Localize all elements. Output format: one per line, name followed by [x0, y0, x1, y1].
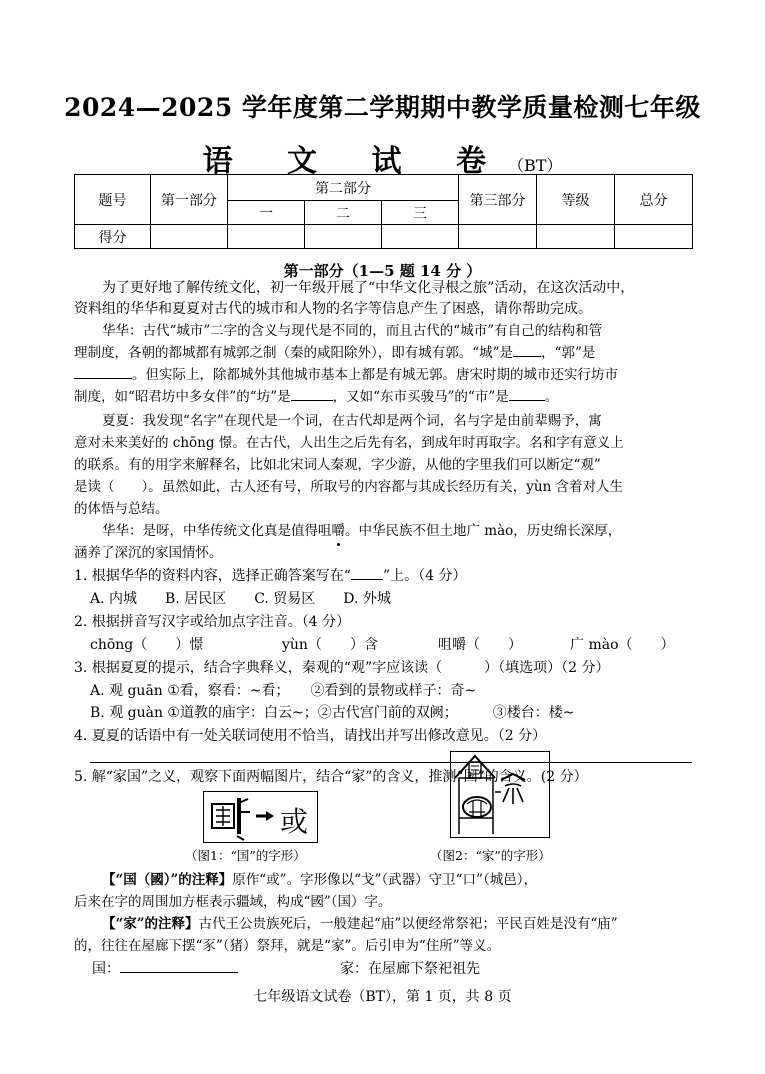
header-part3: 第三部分	[459, 175, 537, 225]
xiaxia-line5: 的体悟与总结。	[74, 501, 169, 517]
q2-item-d[interactable]: 广 mào（ ）	[570, 637, 675, 653]
q1-options: A. 内城 B. 居民区 C. 贸易区 D. 外城	[90, 591, 391, 607]
q4-text: 4. 夏夏的话语中有一处关联词使用不恰当，请找出并写出修改意见。（2 分）	[74, 728, 547, 744]
q1-prompt-b: ”上。（4 分）	[382, 568, 467, 584]
q3-option-a: A. 观 guān ①看，察看：~看； ②看到的景物或样子：奇~	[90, 683, 477, 699]
header-total: 总分	[615, 175, 693, 225]
huahua-line2-text-b: ，“郭”是	[541, 345, 596, 361]
score-label: 得分	[75, 225, 151, 249]
q3-text: 3. 根据夏夏的提示，结合字典释义，秦观的“观”字应该读（ ）（填选项）（2 分）	[74, 660, 610, 676]
score-cell-three[interactable]	[382, 225, 459, 249]
intro-line2: 资料组的华华和夏夏对古代的城市和人物的名字等信息产生了困惑，请你帮助完成。	[74, 301, 592, 317]
huahua-line2-text: 理制度，各朝的都城都有城郭之制（秦的咸阳除外），即有城有郭。“城”是	[74, 345, 514, 361]
fig2-caption: （图2：“家”的字形）	[430, 848, 551, 863]
sub-three: 三	[382, 201, 459, 225]
huahua-line4-text: 制度，如“昭君坊中多女伴”的“坊”是	[74, 389, 291, 405]
note-guo-line2: 后来在字的周围加方框表示疆域，构成“國”（国）字。	[74, 894, 392, 910]
figure-jia-glyph	[450, 751, 550, 838]
huahua2-line1	[102, 520, 621, 542]
huahua2-text-a: 华华：是呀，中华传统文化真是值得咀	[102, 523, 332, 539]
huahua-line2	[74, 342, 595, 364]
note-guo-head: 【“国（國）”的注释】	[102, 872, 233, 888]
subject-name: 语 文 试 卷	[202, 144, 508, 179]
q1-text	[74, 565, 466, 587]
huahua-line3-text: 。但实际上，除都城外其他城市基本上都是有城无郭。唐宋时期的城市还实行坊市	[132, 367, 618, 383]
note-guo-text1: 原作“或”。字形像以“戈”（武器）守卫“口”（城邑），	[232, 872, 537, 888]
huahua-line4-text-b: ，又如“东市买骏马”的“市”是	[332, 389, 509, 405]
guo-answer	[92, 958, 238, 980]
xiaxia-line3: 的联系。有的用字来解释名，比如北宋词人秦观，字少游，从他的字里我们可以断定“观”	[74, 457, 601, 473]
huahua-line4	[74, 386, 558, 408]
header-no: 题号	[75, 175, 151, 225]
header-part1: 第一部分	[151, 175, 228, 225]
header-grade: 等级	[537, 175, 615, 225]
fig1-glyph: 或	[280, 805, 309, 838]
intro-line1: 为了更好地了解传统文化，初一年级开展了“中华文化寻根之旅”活动，在这次活动中，	[102, 280, 635, 296]
header-part2: 第二部分	[228, 175, 459, 201]
q2-item-b[interactable]: yùn（ ）含	[282, 637, 378, 653]
q2-text: 2. 根据拼音写汉字或给加点字注音。（4 分）	[74, 614, 351, 630]
huahua-line4-text-c: 。	[544, 389, 559, 405]
note-jia-head: 【“家”的注释】	[102, 916, 199, 932]
xiaxia-line2: 意对未来美好的 chōng 憬。在古代，人出生之后先有名，到成年时再取字。名和字有意义上	[74, 435, 624, 451]
q4-answer-line[interactable]	[90, 762, 692, 763]
q5-text: 5. 解“家国”之义，观察下面两幅图片，结合“家”的含义，推测“国”的含义。(2 分）	[74, 769, 588, 785]
exam-code: （BT）	[507, 156, 563, 175]
sub-one: 一	[228, 201, 305, 225]
note-jia-line1	[102, 913, 618, 935]
sub-two: 二	[305, 201, 382, 225]
note-guo-line1	[102, 869, 537, 891]
xiaxia-line4: 是读（ ）。虽然如此，古人还有号，所取号的内容都与其成长经历有关，yùn 含着对人生	[74, 479, 624, 495]
q1-prompt: 1. 根据华华的资料内容，选择正确答案写在“	[74, 568, 351, 584]
note-jia-text1: 古代王公贵族死后，一般建起“庙”以便经常祭祀；平民百姓是没有“庙”	[198, 916, 618, 932]
score-cell-two[interactable]	[305, 225, 382, 249]
jia-answer: 家：在屋廊下祭祀祖先	[340, 961, 480, 977]
emphasized-char-jiao: 嚼	[331, 523, 345, 539]
blank-cheng[interactable]	[513, 356, 541, 357]
fig1-caption: （图1：“国”的字形）	[185, 848, 306, 863]
score-table	[74, 174, 693, 249]
q2-item-c[interactable]: 咀嚼（ ）	[438, 637, 522, 653]
score-cell-grade[interactable]	[537, 225, 615, 249]
blank-shi[interactable]	[509, 400, 545, 401]
blank-fang[interactable]	[291, 400, 333, 401]
huahua-line1: 华华：古代“城市”二字的含义与现代是不同的，而且古代的“城市”有自己的结构和管	[102, 323, 603, 339]
huahua2-line2: 涵养了深沉的家国情怀。	[74, 545, 223, 561]
figure-guo-glyph	[203, 791, 318, 843]
q2-item-a[interactable]: chōng（ ）憬	[90, 637, 204, 653]
q1-blank[interactable]	[351, 579, 383, 580]
guo-label: 国：	[92, 961, 120, 977]
q3-option-b: B. 观 guàn ①道教的庙宇：白云~；②古代宫门前的双阙； ③楼台：楼~	[90, 705, 575, 721]
exam-title: 2024—2025 学年度第二学期期中教学质量检测七年级	[64, 93, 701, 122]
page-footer: 七年级语文试卷（BT），第 1 页，共 8 页	[253, 989, 512, 1005]
blank-guo[interactable]	[74, 378, 132, 379]
xiaxia-line1: 夏夏：我发现“名字”在现代是一个词，在古代却是两个词，名与字是由前辈赐予，寓	[102, 413, 602, 429]
score-cell-total[interactable]	[615, 225, 693, 249]
jia-glyph-drawing-icon	[451, 752, 549, 837]
score-cell-part1[interactable]	[151, 225, 228, 249]
huahua-line3	[74, 364, 618, 386]
huahua2-text-b: 。中华民族不但土地广 mào，历史绵长深厚，	[345, 523, 622, 539]
score-cell-one[interactable]	[228, 225, 305, 249]
section1-heading: 第一部分（1—5 题 14 分 ）	[283, 262, 482, 280]
guo-answer-blank[interactable]	[120, 972, 238, 973]
score-cell-part3[interactable]	[459, 225, 537, 249]
note-jia-line2: 的，往往在屋廊下摆“豕”（猪）祭拜，就是“家”。后引申为“住所”等义。	[74, 938, 501, 954]
